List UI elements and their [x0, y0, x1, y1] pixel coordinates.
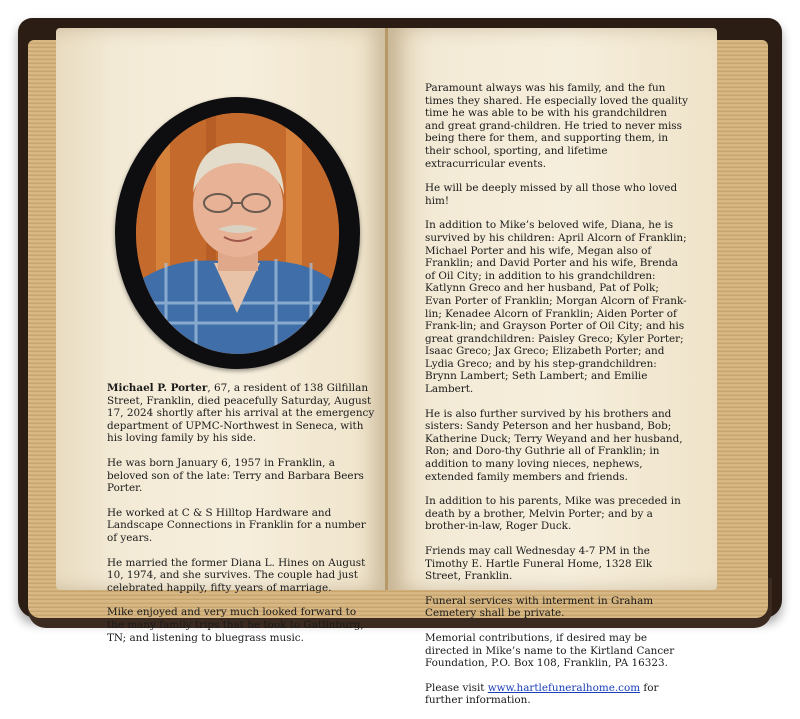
portrait-illustration — [136, 113, 339, 354]
paragraph-birth: He was born January 6, 1957 in Franklin, a beloved son of the late: Terry and Barbara Beers Porter. — [107, 456, 364, 495]
paragraph-memorial: Memorial contributions, if desired may be directed in Mike’s name to the Kirtland Cancer Foundation, P.O. Box 108, Franklin, PA 16323. — [425, 631, 675, 670]
deceased-name: Michael P. Porter — [107, 382, 208, 394]
paragraph-family: Paramount always was his family, and the fun times they shared. He especially loved the quality time he was able to be with his grandchildren and great grand-children. He tried to never miss being there for them, and supporting them, in their school, sporting, and lifetime extracurricular events. — [425, 82, 688, 170]
paragraph-missed: He will be deeply missed by all those who loved him! — [425, 182, 678, 207]
paragraph-visit — [425, 682, 688, 707]
funeral-home-link[interactable]: www.hartlefuneralhome.com — [487, 681, 641, 694]
paragraph-marriage: He married the former Diana L. Hines on August 10, 1974, and she survives. The couple had just celebrated happily, fifty years of marriage. — [107, 556, 366, 594]
paragraph-visitation: Friends may call Wednesday 4-7 PM in the Timothy E. Hartle Funeral Home, 1328 Elk Street, Franklin. — [425, 545, 653, 583]
book-spine — [385, 28, 388, 590]
obituary-right-column — [425, 82, 688, 719]
paragraph-services: Funeral services with interment in Graham Cemetery shall be private. — [425, 594, 654, 620]
visit-prefix: Please visit — [425, 681, 488, 694]
paragraph-survived-by: In addition to Mike’s beloved wife, Diana, he is survived by his children: April Alcorn of Franklin; Michael Porter and his wife, Megan also of Franklin; and David Porter and his wife, Brenda of Oil City; in addition to his grandchildren: Katlynn Greco and her husband, Pat of Polk; Evan Porter of Franklin; Morgan Alcorn of Frank-lin; Kenadee Alcorn of Franklin; Aiden Porter of Frank-lin; and Grayson Porter of Oil City; and his great grandchildren: Paisley Greco; Kyler Porter; Isaac Greco; Jax Greco; Elizabeth Porter; and Lydia Greco; and by his step-grandchildren: Brynn Lambert; Seth Lambert; and Emilie Lambert. — [425, 219, 687, 396]
intro-text: , 67, a resident of 138 Gilfillan Street, Franklin, died peacefully Saturday, August 17, 2024 shortly after his arrival at the emergency department of UPMC-Northwest in Seneca, with his loving family by his side. — [107, 382, 375, 445]
portrait-photo — [136, 113, 339, 354]
paragraph-siblings: He is also further survived by his brothers and sisters: Sandy Peterson and her husband, Bob; Katherine Duck; Terry Weyand and her husband, Ron; and Doro-thy Guthrie all of Franklin; in addition to many loving nieces, nephews, extended family members and friends. — [425, 407, 683, 483]
paragraph-hobbies: Mike enjoyed and very much looked forward to the many family trips that he took to Gatlinburg, TN; and listening to bluegrass music. — [107, 606, 364, 644]
paragraph-work: He worked at C & S Hilltop Hardware and Landscape Connections in Franklin for a number of years. — [107, 506, 366, 544]
intro-paragraph — [107, 382, 375, 445]
paragraph-preceded: In addition to his parents, Mike was preceded in death by a brother, Melvin Porter; and by a brother-in-law, Roger Duck. — [425, 495, 681, 533]
visit-suffix: for further information. — [425, 681, 659, 707]
obituary-left-column — [107, 382, 375, 656]
